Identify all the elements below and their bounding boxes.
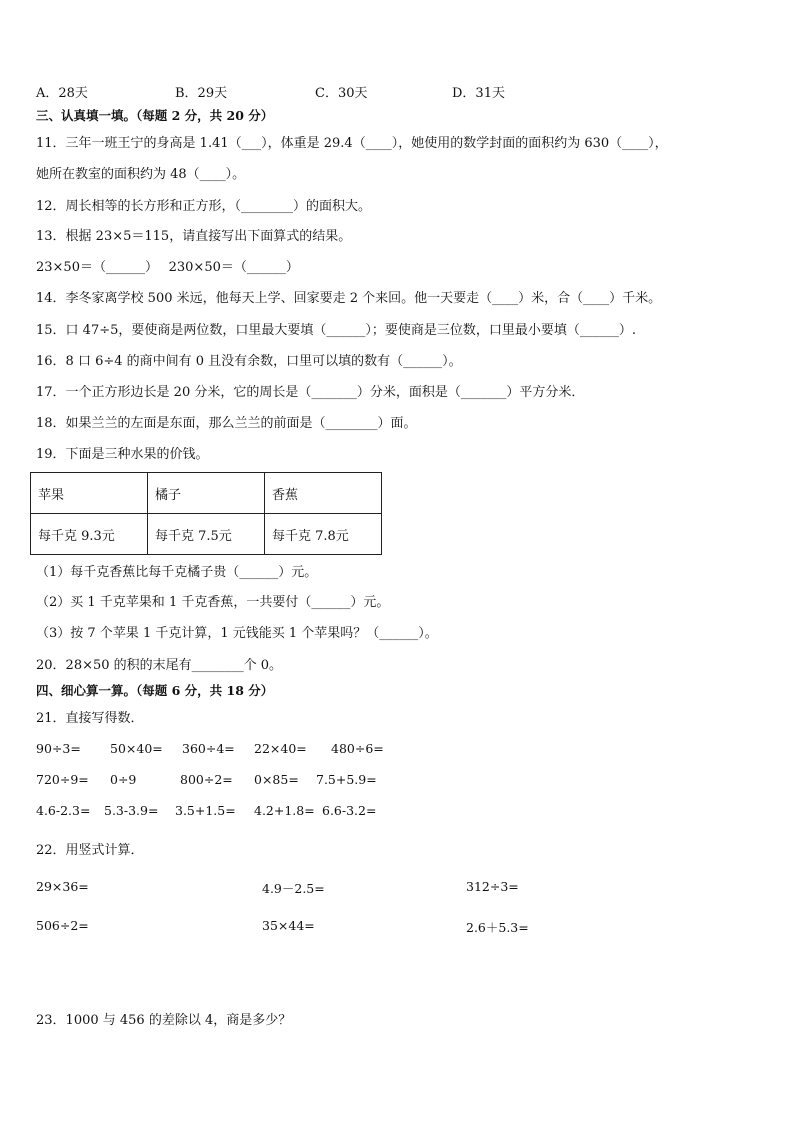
calc-item: 4.9－2.5=	[262, 881, 325, 896]
calc-item: 4.2+1.8=	[254, 803, 315, 818]
calc-item: 2.6＋5.3=	[466, 920, 529, 935]
option-c: C．30天	[315, 86, 368, 101]
question-22-title: 22．用竖式计算．	[36, 843, 144, 858]
table-cell-banana-price: 每千克 7.8元	[265, 514, 382, 555]
question-14: 14．李冬家离学校 500 米远，他每天上学、回家要走 2 个来回。他一天要走（____）米，合（____）千米。	[36, 291, 662, 306]
fruit-price-table	[30, 472, 382, 555]
question-19-intro: 19．下面是三种水果的价钱。	[36, 447, 209, 462]
option-b: B．29天	[175, 86, 228, 101]
table-cell-orange: 橘子	[148, 473, 265, 514]
table-cell-orange-price: 每千克 7.5元	[148, 514, 265, 555]
calc-item: 4.6-2.3=	[36, 803, 91, 818]
question-13-line2: 23×50＝（______） 230×50＝（______）	[36, 260, 299, 275]
calc-item: 7.5+5.9=	[316, 772, 377, 787]
calc-item: 312÷3=	[466, 879, 519, 894]
question-19-sub1: （1）每千克香蕉比每千克橘子贵（______）元。	[36, 565, 318, 580]
question-21-title: 21．直接写得数．	[36, 711, 144, 726]
calc-item: 800÷2=	[180, 772, 233, 787]
option-d: D．31天	[452, 86, 505, 101]
calc-item: 0÷9	[110, 772, 137, 787]
question-15: 15．口 47÷5，要使商是两位数，口里最大要填（______）；要使商是三位数，口里最小要填（______）.	[36, 323, 637, 338]
table-cell-apple: 苹果	[31, 473, 148, 514]
question-16: 16．8 口 6÷4 的商中间有 0 且没有余数，口里可以填的数有（______）。	[36, 354, 462, 369]
question-19-sub2: （2）买 1 千克苹果和 1 千克香蕉，一共要付（______）元。	[36, 595, 390, 610]
calc-item: 35×44=	[262, 918, 315, 933]
calc-item: 0×85=	[254, 772, 299, 787]
calc-item: 29×36=	[36, 879, 89, 894]
question-13-line1: 13．根据 23×5＝115，请直接写出下面算式的结果。	[36, 229, 352, 244]
section-3-title: 三、认真填一填。（每题 2 分，共 20 分）	[36, 108, 274, 123]
calc-item: 6.6-3.2=	[322, 803, 377, 818]
calc-item: 720÷9=	[36, 772, 89, 787]
question-20: 20．28×50 的积的末尾有________个 0。	[36, 658, 283, 673]
calc-item: 3.5+1.5=	[175, 803, 236, 818]
calc-item: 50×40=	[110, 741, 163, 756]
question-23: 23．1000 与 456 的差除以 4，商是多少？	[36, 1013, 292, 1028]
calc-item: 360÷4=	[182, 741, 235, 756]
calc-item: 22×40=	[254, 741, 307, 756]
calc-item: 480÷6=	[331, 741, 384, 756]
calc-item: 506÷2=	[36, 918, 89, 933]
table-cell-apple-price: 每千克 9.3元	[31, 514, 148, 555]
option-a: A．28天	[36, 86, 88, 101]
table-row	[31, 514, 382, 555]
table-cell-banana: 香蕉	[265, 473, 382, 514]
table-row	[31, 473, 382, 514]
calc-item: 5.3-3.9=	[104, 803, 159, 818]
section-4-title: 四、细心算一算。（每题 6 分，共 18 分）	[36, 683, 274, 698]
calc-item: 90÷3=	[36, 741, 81, 756]
question-11-line2: 她所在教室的面积约为 48（____）。	[36, 167, 246, 182]
question-11-line1: 11．三年一班王宁的身高是 1.41（___），体重是 29.4（____），她使用的数学封面的面积约为 630（____），	[36, 136, 668, 151]
question-19-sub3: （3）按 7 个苹果 1 千克计算，1 元钱能买 1 个苹果吗？（______）。	[36, 626, 438, 641]
question-17: 17．一个正方形边长是 20 分米，它的周长是（_______）分米，面积是（_______）平方分米．	[36, 385, 585, 400]
question-12: 12．周长相等的长方形和正方形，（________）的面积大。	[36, 199, 372, 214]
question-18: 18．如果兰兰的左面是东面，那么兰兰的前面是（________）面。	[36, 416, 417, 431]
